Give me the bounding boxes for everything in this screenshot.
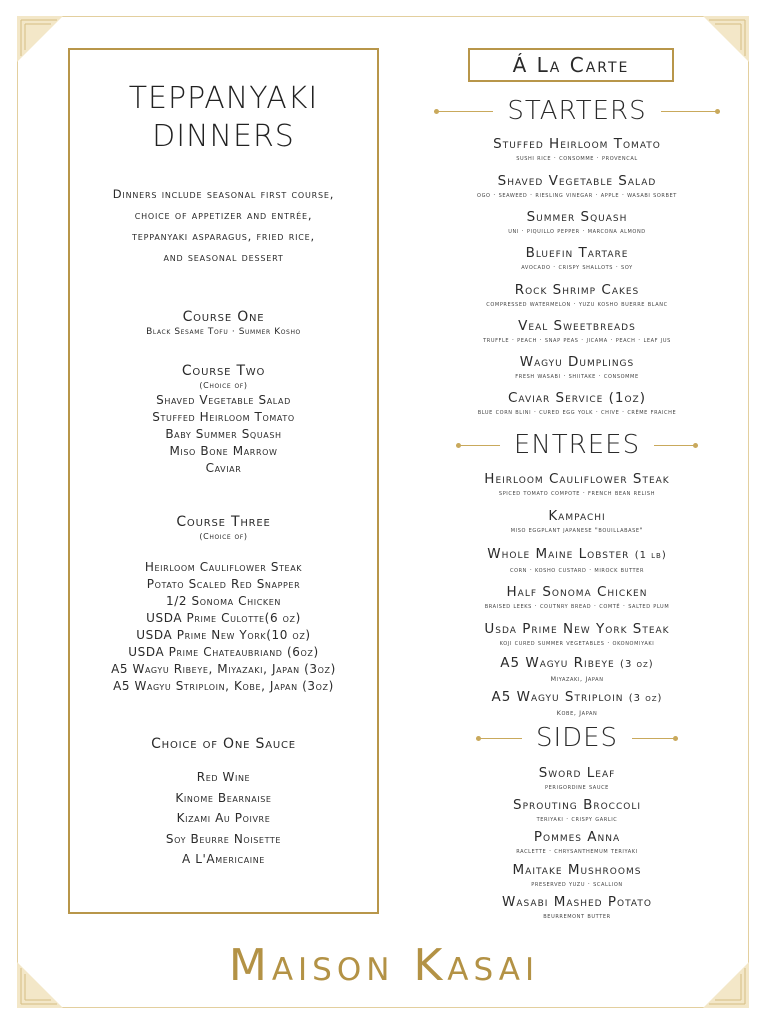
course-subheading: (Choice of) [199,532,248,541]
menu-item [420,318,734,345]
menu-item [420,282,734,309]
course-item: USDA Prime Culotte(6 oz) [146,611,301,625]
course-item: Miso Bone Marrow [169,444,278,458]
item-desc: spiced tomato compote · french bean relish [498,489,656,497]
item-desc: sushi rice · consomme · provencal [516,154,638,162]
item-desc: teriyaki · crispy garlic [536,815,618,823]
menu-item [420,508,734,535]
title-line: DINNERS [152,119,295,154]
item-size: (3 oz) [620,659,654,670]
menu-item [420,689,734,718]
item-desc: uni · piquillo pepper · marcona almond [508,227,646,235]
item-desc: ogo · seaweed · riesling vinegar · apple · wasabi sorbet [477,191,677,199]
menu-item [420,546,734,575]
corner-ornament-icon [703,16,749,62]
sauce-section [70,735,377,870]
title-line: TEPPANYAKI [128,81,319,116]
item-name: Caviar Service (1oz) [508,390,646,406]
course-heading: Course One [182,309,265,325]
course-item: Stuffed Heirloom Tomato [152,410,295,424]
item-size: (1 lb) [634,550,667,561]
entrees-heading [420,430,734,460]
menu-item [420,245,734,272]
course-two [70,362,377,477]
intro-line: teppanyaki asparagus, fried rice, [132,229,315,243]
item-desc: beurremont butter [543,912,611,920]
item-desc: preserved yuzu · scallion [531,880,623,888]
teppanyaki-title [70,80,377,156]
course-item: A5 Wagyu Ribeye, Miyazaki, Japan (3oz) [111,662,336,676]
item-desc: Kobe, Japan [556,709,598,717]
intro-line: Dinners include seasonal first course, [112,187,335,201]
item-name: Sword Leaf [538,765,616,781]
item-name: Stuffed Heirloom Tomato [493,136,661,152]
item-name: Bluefin Tartare [525,245,629,261]
course-subheading: (Choice of) [199,381,248,390]
menu-item [420,797,734,824]
sauce-item: Kinome Bearnaise [175,790,272,805]
menu-item [420,584,734,611]
course-item: USDA Prime Chateaubriand (6oz) [128,645,319,659]
sides-heading [420,723,734,753]
item-desc: perigordine sauce [545,783,609,791]
intro-line: and seasonal dessert [163,250,284,264]
course-item: Shaved Vegetable Salad [156,393,291,407]
item-name: Wasabi Mashed Potato [502,894,652,910]
course-one [70,308,377,338]
course-three [70,513,377,695]
menu-item [420,894,734,921]
item-desc: compressed watermelon · yuzu kosho buerre blanc [486,300,668,308]
item-name: Usda Prime New York Steak [484,621,670,637]
item-name: A5 Wagyu Ribeye [500,655,615,671]
menu-item [420,136,734,163]
item-name: Sprouting Broccoli [513,797,641,813]
corner-ornament-icon [17,16,63,62]
menu-item [420,354,734,381]
item-desc: koji cured summer vegetables · okonomiyaki [499,639,655,647]
item-desc: blue corn blini · cured egg yolk · chive · crème fraiche [477,408,677,416]
item-name: Pommes Anna [533,829,621,845]
menu-item [420,765,734,792]
menu-item [420,471,734,498]
course-item: A5 Wagyu Striploin, Kobe, Japan (3oz) [113,679,334,693]
item-desc: corn · kosho custard · mirock butter [509,566,645,574]
item-desc: raclette · chrysanthemum teriyaki [516,847,638,855]
item-desc: miso eggplant japanese "bouillabase" [510,526,644,534]
menu-item [420,173,734,200]
course-item: Black Sesame Tofu · Summer Kosho [146,327,301,337]
course-item: 1/2 Sonoma Chicken [166,594,281,608]
dinner-intro [70,184,377,268]
item-name: Summer Squash [526,209,628,225]
brand-logo: Maison Kasai [228,940,540,991]
item-desc: Miyazaki, Japan [550,675,604,683]
section-label: SIDES [522,723,632,753]
item-name: Whole Maine Lobster [487,546,630,562]
menu-item [420,390,734,417]
course-heading: Course Two [181,363,266,379]
item-size: (3 oz) [628,693,663,704]
item-name: Heirloom Cauliflower Steak [484,471,670,487]
menu-item [420,862,734,889]
item-name: A5 Wagyu Striploin [491,689,624,705]
menu-item [420,829,734,856]
course-item: Potato Scaled Red Snapper [146,577,301,591]
sauce-item: Soy Beurre Noisette [165,831,282,846]
sauce-item: A L'Americaine [182,852,265,866]
teppanyaki-panel [68,48,379,914]
a-la-carte-heading: Á La Carte [468,48,674,82]
course-item: Baby Summer Squash [165,427,282,441]
item-name: Rock Shrimp Cakes [514,282,640,298]
section-label: ENTREES [500,430,654,460]
starters-heading [420,96,734,126]
sauce-item: Kizami Au Poivre [176,811,271,825]
item-name: Shaved Vegetable Salad [497,173,657,189]
sauce-item: Red Wine [196,770,251,784]
course-heading: Choice of One Sauce [151,736,296,752]
course-item: USDA Prime New York(10 oz) [136,628,311,642]
menu-item [420,621,734,648]
item-desc: fresh wasabi · shiitake · consomme [515,372,639,380]
course-item: Caviar [205,461,242,475]
item-name: Veal Sweetbreads [518,318,636,334]
item-desc: braised leeks · coutnry bread · comté · salted plum [484,602,670,610]
item-name: Half Sonoma Chicken [506,584,648,600]
item-desc: truffle · peach · snap peas · jicama · peach · leaf jus [483,336,671,344]
course-item: Heirloom Cauliflower Steak [144,560,303,574]
menu-item [420,209,734,236]
item-name: Kampachi [548,508,606,524]
item-name: Wagyu Dumplings [519,354,635,370]
intro-line: choice of appetizer and entrée, [134,208,313,222]
item-desc: avocado · crispy shallots · soy [521,263,633,271]
course-heading: Course Three [176,514,271,530]
section-label: STARTERS [493,96,660,126]
item-name: Maitake Mushrooms [512,862,642,878]
menu-item [420,655,734,684]
